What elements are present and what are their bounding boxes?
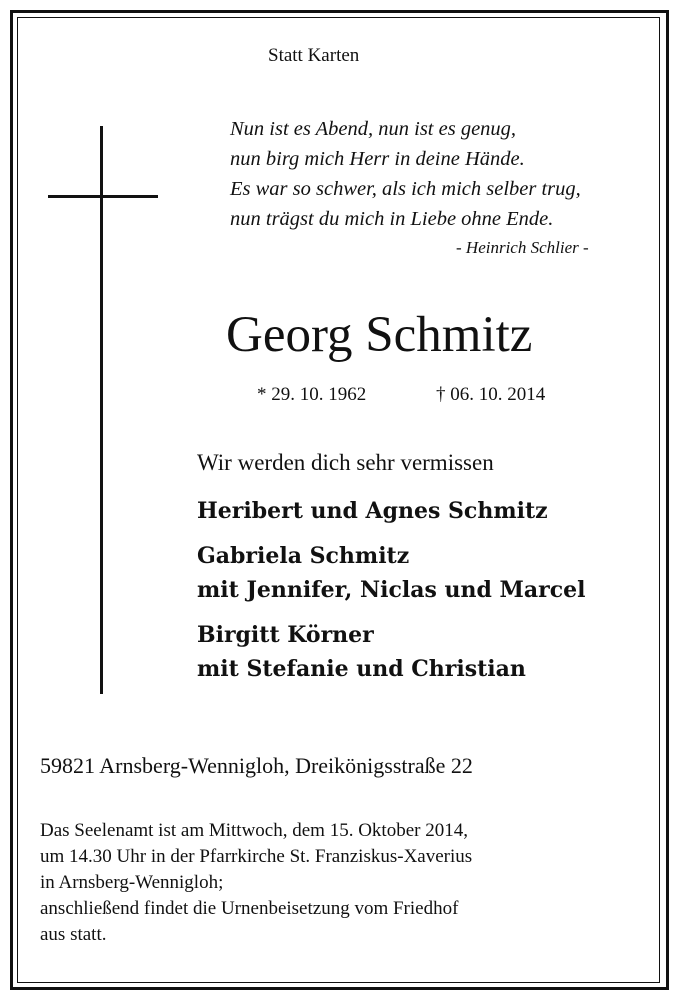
cross-icon — [100, 126, 103, 694]
poem-author: - Heinrich Schlier - — [456, 238, 589, 257]
deceased-name: Georg Schmitz — [226, 307, 533, 363]
mourners-list — [197, 494, 585, 697]
address: 59821 Arnsberg-Wennigloh, Dreikönigsstraße 22 — [40, 753, 473, 778]
header-statt-karten: Statt Karten — [268, 45, 360, 66]
mourner-name: Gabriela Schmitz — [197, 543, 410, 569]
birth-date: * 29. 10. 1962 — [257, 384, 367, 405]
mourner-name: Birgitt Körner — [197, 622, 374, 648]
poem-line: Es war so schwer, als ich mich selber trug, — [230, 178, 581, 200]
service-line: in Arnsberg-Wennigloh; — [40, 872, 224, 893]
mourner-name: mit Stefanie und Christian — [197, 656, 526, 682]
service-line: Das Seelenamt ist am Mittwoch, dem 15. Oktober 2014, — [40, 820, 468, 841]
service-info — [40, 818, 472, 948]
poem — [230, 114, 581, 234]
death-date: † 06. 10. 2014 — [436, 384, 546, 405]
poem-line: nun trägst du mich in Liebe ohne Ende. — [230, 208, 554, 230]
service-line: um 14.30 Uhr in der Pfarrkirche St. Franziskus-Xaverius — [40, 846, 473, 867]
mourner-group — [197, 494, 585, 528]
mourner-name: Heribert und Agnes Schmitz — [197, 498, 548, 524]
mourner-name: mit Jennifer, Niclas und Marcel — [197, 577, 586, 603]
cross-icon-bar — [48, 195, 158, 198]
mourner-group — [197, 618, 585, 686]
poem-line: Nun ist es Abend, nun ist es genug, — [230, 118, 517, 140]
mourners-intro: Wir werden dich sehr vermissen — [197, 450, 494, 475]
mourner-group — [197, 539, 585, 607]
service-line: aus statt. — [40, 924, 107, 945]
poem-line: nun birg mich Herr in deine Hände. — [230, 148, 525, 170]
service-line: anschließend findet die Urnenbeisetzung vom Friedhof — [40, 898, 459, 919]
